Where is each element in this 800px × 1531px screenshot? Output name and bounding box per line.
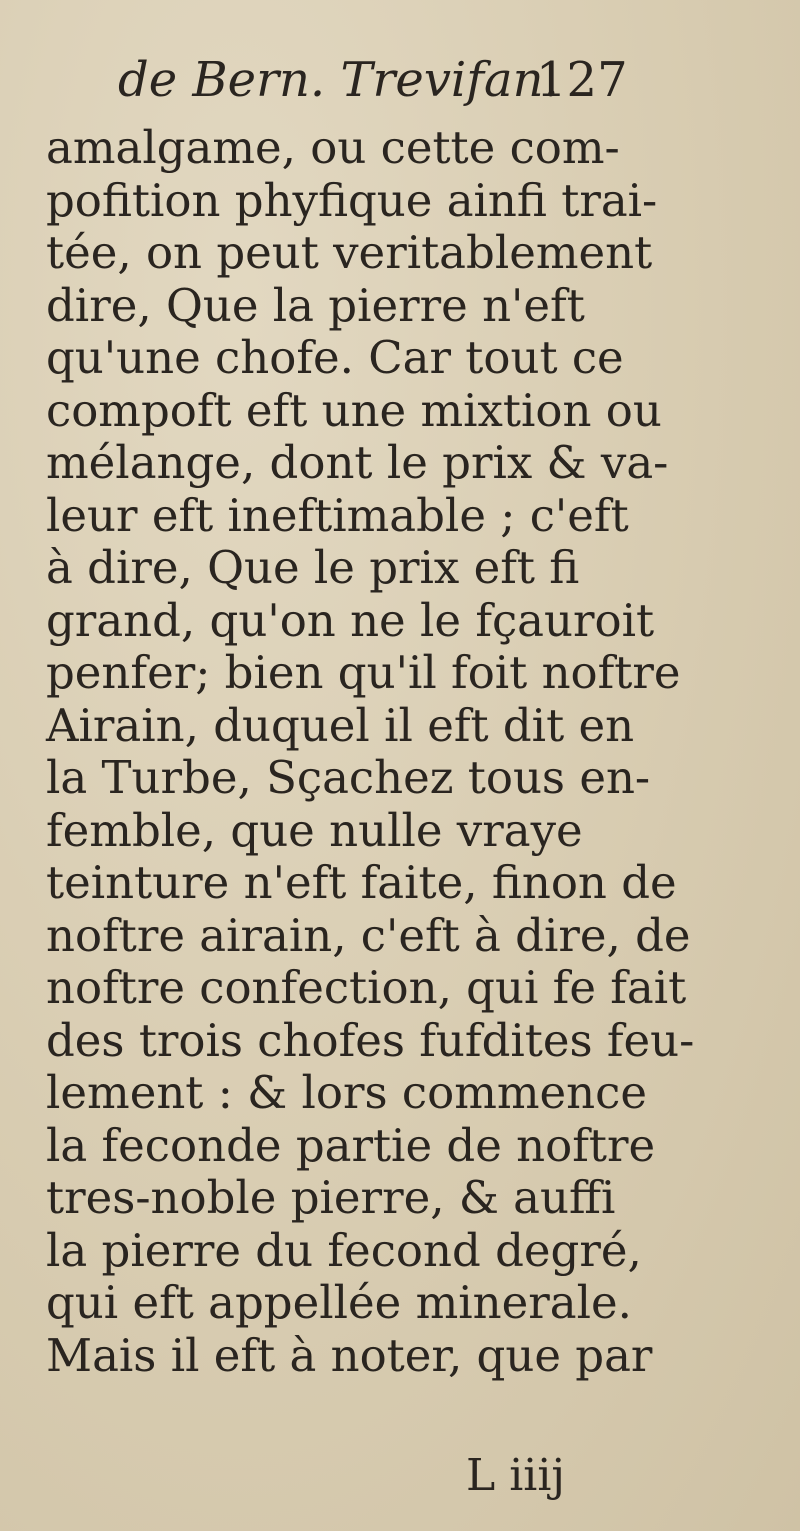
text-line: des trois chofes fufdites feu-: [46, 1013, 695, 1067]
text-line: à dire, Que le prix eft fi: [46, 541, 580, 594]
text-line: la feconde partie de noftre: [46, 1118, 656, 1172]
text-line: la pierre du fecond degré,: [46, 1223, 642, 1277]
text-line: grand, qu'on ne le fçauroit: [46, 593, 655, 647]
text-line: mélange, dont le prix & va-: [46, 436, 669, 489]
text-line: compoft eft une mixtion ou: [46, 383, 662, 437]
text-line: dire, Que la pierre n'eft: [46, 278, 585, 332]
text-line: pofition phyfique ainfi trai-: [46, 173, 658, 227]
text-line: noftre confection, qui fe fait: [46, 961, 687, 1014]
text-line: qui eft appellée minerale.: [46, 1276, 632, 1329]
running-header: [118, 52, 638, 122]
text-line: qu'une chofe. Car tout ce: [46, 331, 624, 384]
running-title: de Bern. Trevifan.: [118, 52, 559, 108]
text-line: leur eft ineftimable ; c'eft: [46, 488, 629, 542]
text-line: la Turbe, Sçachez tous en-: [46, 751, 651, 804]
text-line: femble, que nulle vraye: [46, 803, 583, 857]
signature-mark: L iiij: [466, 1450, 566, 1501]
text-line: tée, on peut veritablement: [46, 226, 653, 279]
text-line: penfer; bien qu'il foit noftre: [46, 646, 681, 699]
text-line: Mais il eft à noter, que par: [46, 1328, 653, 1382]
text-line: tres-noble pierre, & auffi: [46, 1171, 616, 1224]
text-line: Airain, duquel il eft dit en: [46, 698, 635, 752]
text-line: noftre airain, c'eft à dire, de: [46, 908, 691, 962]
text-line: amalgame, ou cette com-: [46, 121, 620, 174]
body-text: [46, 121, 695, 1382]
page-number: 127: [536, 52, 628, 108]
text-line: lement : & lors commence: [46, 1066, 647, 1119]
text-line: teinture n'eft faite, finon de: [46, 856, 677, 909]
